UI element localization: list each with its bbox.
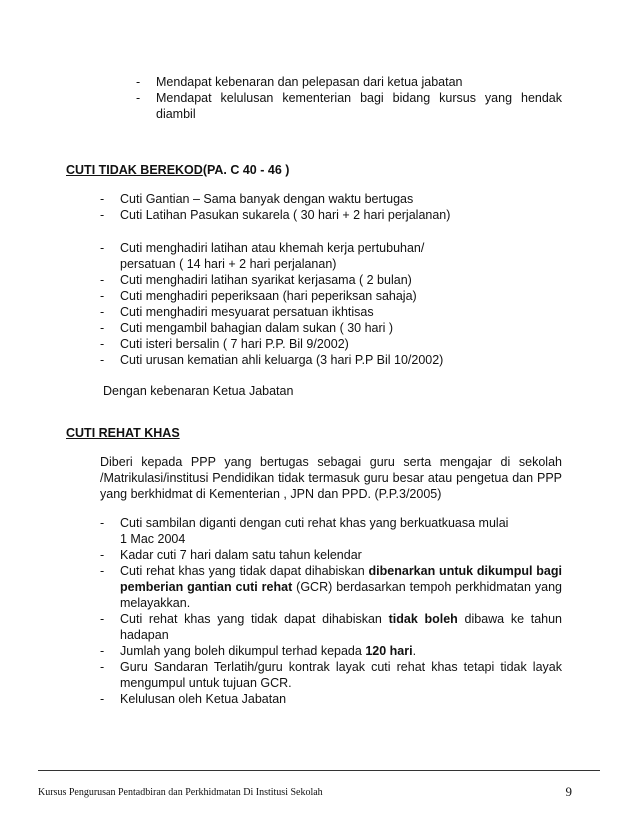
bullet-dash: - [100,644,105,658]
cuti-tidak-berekod-list-a [100,191,530,223]
bullet-dash: - [100,548,105,562]
list-item-emphasis: 120 hari [365,644,413,658]
bullet-dash: - [100,289,105,303]
list-item [100,643,562,659]
list-item [136,74,562,90]
list-item-text: Jumlah yang boleh dikumpul terhad kepada [120,644,366,658]
section-heading-cuti-rehat-khas: CUTI REHAT KHAS [66,426,180,440]
list-item [100,240,480,272]
list-item [100,352,500,368]
list-item-text: Cuti rehat khas yang tidak dapat dihabiskan [120,612,389,626]
heading-reference: (PA. C 40 - 46 ) [202,163,290,177]
list-item-text: Cuti menghadiri latihan syarikat kerjasama ( 2 bulan) [120,273,412,287]
list-item [100,563,562,611]
list-item [100,207,530,223]
list-item-text-date: 1 Mac 2004 [120,532,186,546]
list-item-text: Mendapat kebenaran dan pelepasan dari ketua jabatan [156,75,463,89]
bullet-dash: - [100,305,105,319]
list-item-text: Cuti mengambil bahagian dalam sukan ( 30 hari ) [120,321,394,335]
bullet-dash: - [100,660,105,674]
list-item-text: Kadar cuti 7 hari dalam satu tahun kelendar [120,548,362,562]
bullet-dash: - [100,612,105,626]
list-item [100,288,500,304]
list-item [100,691,562,707]
list-item [100,272,500,288]
list-item [100,336,500,352]
list-item-text: Guru Sandaran Terlatih/guru kontrak layak cuti rehat khas tetapi tidak layak mengumpul untuk tujuan GCR. [120,660,562,690]
list-item-text: Cuti isteri bersalin ( 7 hari P.P. Bil 9/2002) [120,337,349,351]
page-number: 9 [565,784,572,799]
list-item [136,90,562,122]
cuti-rehat-khas-intro: Diberi kepada PPP yang bertugas sebagai guru serta mengajar di sekolah /Matrikulasi/institusi Pendidikan tidak termasuk guru besar atau pengetua dan PPP yang berkhidmat di Kementerian , JPN dan PPD. (P.P.3/2005) [100,455,562,501]
bullet-dash: - [100,241,105,255]
bullet-dash: - [100,273,105,287]
list-item-text: Cuti menghadiri mesyuarat persatuan ikhtisas [120,305,374,319]
list-item-text: Cuti Gantian – Sama banyak dengan waktu bertugas [120,192,414,206]
list-item-text: dibawa ke tahun hadapan [120,612,563,642]
bullet-dash: - [100,321,105,335]
bullet-dash: - [100,353,105,367]
page-footer [38,770,600,798]
list-item-text: Cuti rehat khas yang tidak dapat dihabiskan [120,564,369,578]
list-item-text: Mendapat kelulusan kementerian bagi bidang kursus yang hendak diambil [156,91,562,121]
cuti-rehat-khas-list [100,515,562,707]
list-item-text: Cuti Latihan Pasukan sukarela ( 30 hari + 2 hari perjalanan) [120,208,451,222]
bullet-dash: - [100,564,105,578]
bullet-dash: - [136,91,141,105]
footer-course-title: Kursus Pengurusan Pentadbiran dan Perkhidmatan Di Institusi Sekolah [38,787,323,798]
list-item-text: Kelulusan oleh Ketua Jabatan [120,692,287,706]
bullet-dash: - [100,208,105,222]
cuti-tidak-berekod-list-b [100,240,500,368]
list-item-text: . [412,644,417,658]
heading-text: CUTI TIDAK BEREKOD [66,163,203,177]
bullet-dash: - [100,192,105,206]
list-item-text: Cuti menghadiri latihan atau khemah kerja pertubuhan/ persatuan ( 14 hari + 2 hari perjalanan) [120,241,425,271]
list-item-emphasis: dibenarkan untuk dikumpul bagi pemberian gantian cuti rehat [120,564,562,594]
list-item-text: Cuti sambilan diganti dengan cuti rehat khas yang berkuatkuasa mulai [120,516,509,530]
bullet-dash: - [100,516,105,530]
list-item [100,304,500,320]
list-item [100,611,562,643]
list-item [100,515,562,547]
bullet-dash: - [100,337,105,351]
list-item-text: Cuti urusan kematian ahli keluarga (3 hari P.P Bil 10/2002) [120,353,444,367]
section-heading-cuti-tidak-berekod [66,162,289,178]
list-item-text: Cuti menghadiri peperiksaan (hari peperiksan sahaja) [120,289,417,303]
list-item [100,547,562,563]
list-item-emphasis: tidak boleh [388,612,458,626]
list-item [100,659,562,691]
approval-note: Dengan kebenaran Ketua Jabatan [103,384,294,398]
list-item [100,320,500,336]
bullet-dash: - [100,692,105,706]
top-list [136,74,562,122]
list-item [100,191,530,207]
bullet-dash: - [136,75,141,89]
list-item-text: (GCR) berdasarkan tempoh perkhidmatan yang melayakkan. [120,580,562,610]
